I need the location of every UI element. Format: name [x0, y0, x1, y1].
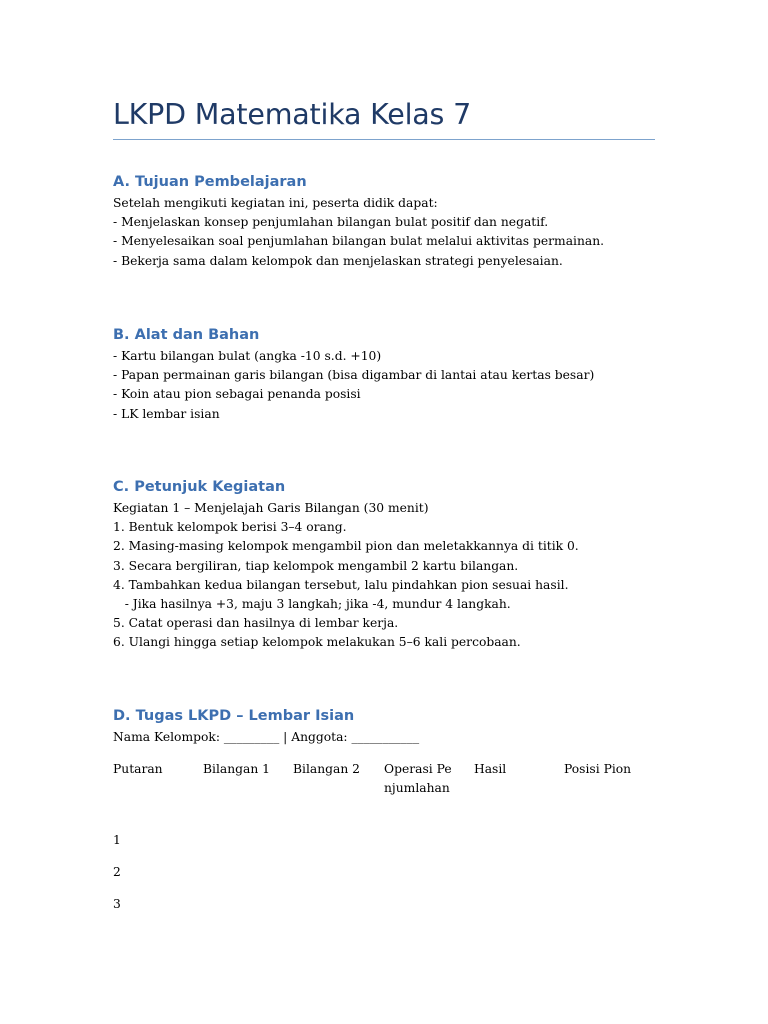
list-item: - LK lembar isian [113, 406, 220, 421]
section-heading: C. Petunjuk Kegiatan [113, 479, 286, 495]
table-row: 3 [113, 897, 121, 911]
text-line: Setelah mengikuti kegiatan ini, peserta didik dapat: [113, 196, 438, 210]
list-item: 3. Secara bergiliran, tiap kelompok mengambil 2 kartu bilangan. [113, 558, 519, 573]
table-row: 1 [113, 833, 121, 847]
list-item: - Menyelesaikan soal penjumlahan bilangan bulat melalui aktivitas permainan. [113, 234, 605, 249]
list-item: 4. Tambahkan kedua bilangan tersebut, lalu pindahkan pion sesuai hasil. [113, 577, 569, 592]
document-title: LKPD Matematika Kelas 7 [113, 98, 471, 131]
list-item: - Bekerja sama dalam kelompok dan menjelaskan strategi penyelesaian. [113, 253, 563, 268]
section-tugas [113, 705, 655, 747]
column-header-putaran: Putaran [113, 762, 163, 776]
text-line: Kegiatan 1 – Menjelajah Garis Bilangan (30 menit) [113, 501, 429, 515]
list-item: - Koin atau pion sebagai penanda posisi [113, 387, 361, 402]
section-tujuan [113, 171, 655, 271]
list-item: 2. Masing-masing kelompok mengambil pion dan meletakkannya di titik 0. [113, 539, 579, 554]
list-item: - Papan permainan garis bilangan (bisa digambar di lantai atau kertas besar) [113, 368, 595, 383]
column-header-posisi-pion: Posisi Pion [564, 762, 632, 776]
section-heading: A. Tujuan Pembelajaran [113, 174, 307, 190]
section-heading: D. Tugas LKPD – Lembar Isian [113, 708, 355, 724]
column-header-hasil: Hasil [474, 762, 507, 776]
group-name-field-line: Nama Kelompok: _________ | Anggota: ___________ [113, 730, 420, 744]
section-alat-bahan [113, 324, 655, 424]
table-row: 2 [113, 865, 121, 879]
list-item: - Menjelaskan konsep penjumlahan bilangan bulat positif dan negatif. [113, 215, 549, 230]
list-item: - Kartu bilangan bulat (angka -10 s.d. +10) [113, 349, 382, 363]
column-header-bilangan-2: Bilangan 2 [293, 762, 361, 776]
list-item: 5. Catat operasi dan hasilnya di lembar kerja. [113, 616, 399, 631]
list-item: 6. Ulangi hingga setiap kelompok melakukan 5–6 kali percobaan. [113, 635, 521, 650]
list-item: - Jika hasilnya +3, maju 3 langkah; jika -4, mundur 4 langkah. [113, 596, 511, 611]
section-heading: B. Alat dan Bahan [113, 327, 260, 343]
list-item: 1. Bentuk kelompok berisi 3–4 orang. [113, 520, 347, 535]
column-header-bilangan-1: Bilangan 1 [203, 762, 271, 776]
title-divider [113, 139, 655, 140]
column-header-operasi: Operasi Penjumlahan [384, 762, 452, 796]
section-petunjuk [113, 476, 655, 653]
